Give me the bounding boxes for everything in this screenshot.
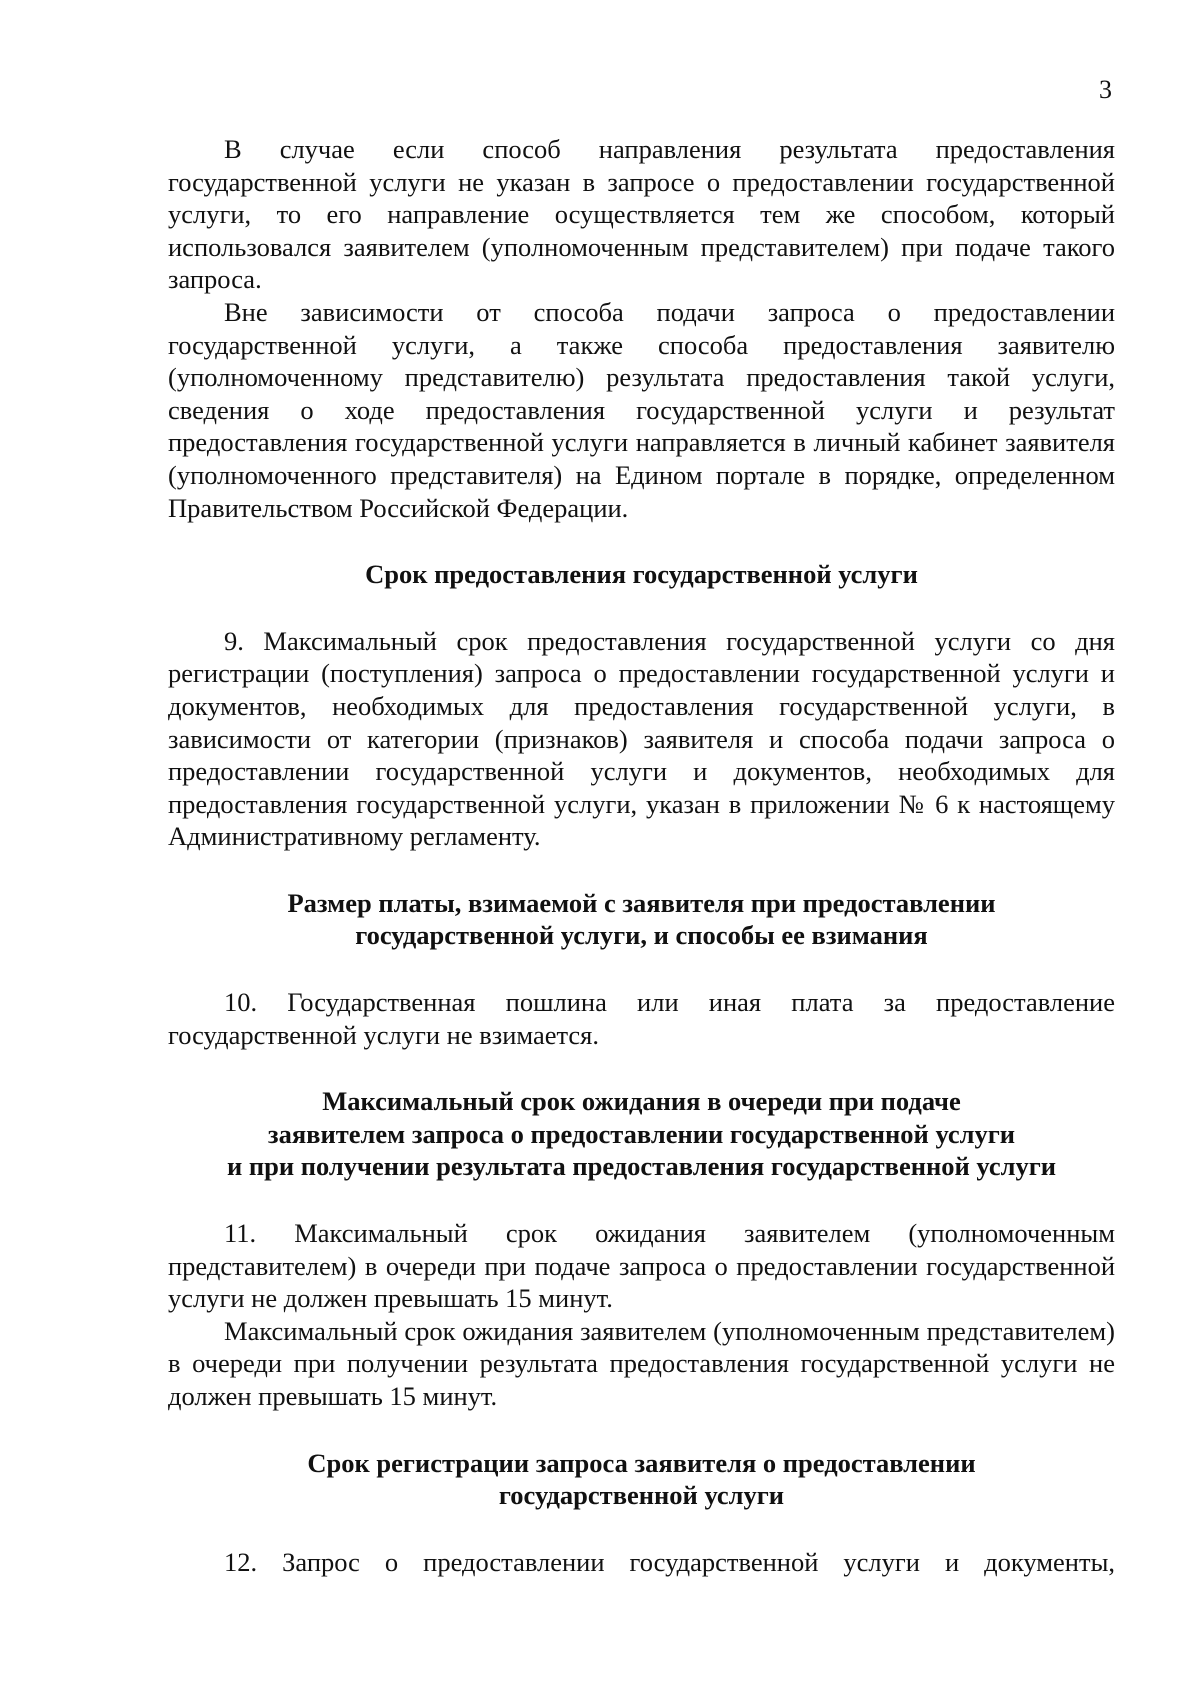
section-heading-service-term [168,558,1115,591]
paragraph-item-9: 9. Максимальный срок предоставления государственной услуги со дня регистрации (поступления) запроса о предоставлении государственной услуги и документов, необходимых для предоставления государственной услуги, в зависимости от категории (признаков) заявителя и способа подачи запроса о предоставлении государственной услуги и документов, необходимых для предоставления государственной услуги, указан в приложении № 6 к настоящему Административному регламенту. [168,625,1115,852]
document-body [168,133,1115,1578]
section-heading-registration-term [168,1447,1115,1512]
page-number: 3 [1099,75,1112,104]
paragraph-item-11-cont: Максимальный срок ожидания заявителем (уполномоченным представителем) в очереди при получении результата предоставления государственной услуги не должен превышать 15 минут. [168,1315,1115,1411]
paragraph-item-10: 10. Государственная пошлина или иная плата за предоставление государственной услуги не взимается. [168,987,1115,1050]
paragraph-personal-cabinet: Вне зависимости от способа подачи запроса о предоставлении государственной услуги, а также способа предоставления заявителю (уполномоченному представителю) результата предоставления такой услуги, сведения о ходе предоставления государственной услуги и результат предоставления государственной услуги направляется в личный кабинет заявителя (уполномоченного представителя) на Едином портале в порядке, определенном Правительством Российской Федерации. [168,296,1115,523]
heading-line: Максимальный срок ожидания в очереди при подаче [322,1086,961,1117]
paragraph-item-12: 12. Запрос о предоставлении государственной услуги и документы, [224,1546,1115,1577]
paragraph-item-11: 11. Максимальный срок ожидания заявителем (уполномоченным представителем) в очереди при подаче запроса о предоставлении государственной услуги не должен превышать 15 минут. [168,1218,1115,1314]
heading-line: заявителем запроса о предоставлении государственной услуги [267,1118,1016,1149]
heading-line: Срок регистрации запроса заявителя о предоставлении [307,1447,976,1478]
section-heading-fee [168,887,1115,952]
heading-line: Срок предоставления государственной услуги [365,559,918,590]
paragraph-result-delivery-method: В случае если способ направления результата предоставления государственной услуги не указан в запросе о предоставлении государственной услуги, то его направление осуществляется тем же способом, который использовался заявителем (уполномоченным представителем) при подаче такого запроса. [168,134,1115,295]
heading-line: и при получении результата предоставления государственной услуги [226,1151,1057,1182]
section-heading-queue-time [168,1085,1115,1183]
heading-line: государственной услуги [498,1480,785,1511]
heading-line: государственной услуги, и способы ее взимания [355,920,928,951]
heading-line: Размер платы, взимаемой с заявителя при предоставлении [287,887,996,918]
